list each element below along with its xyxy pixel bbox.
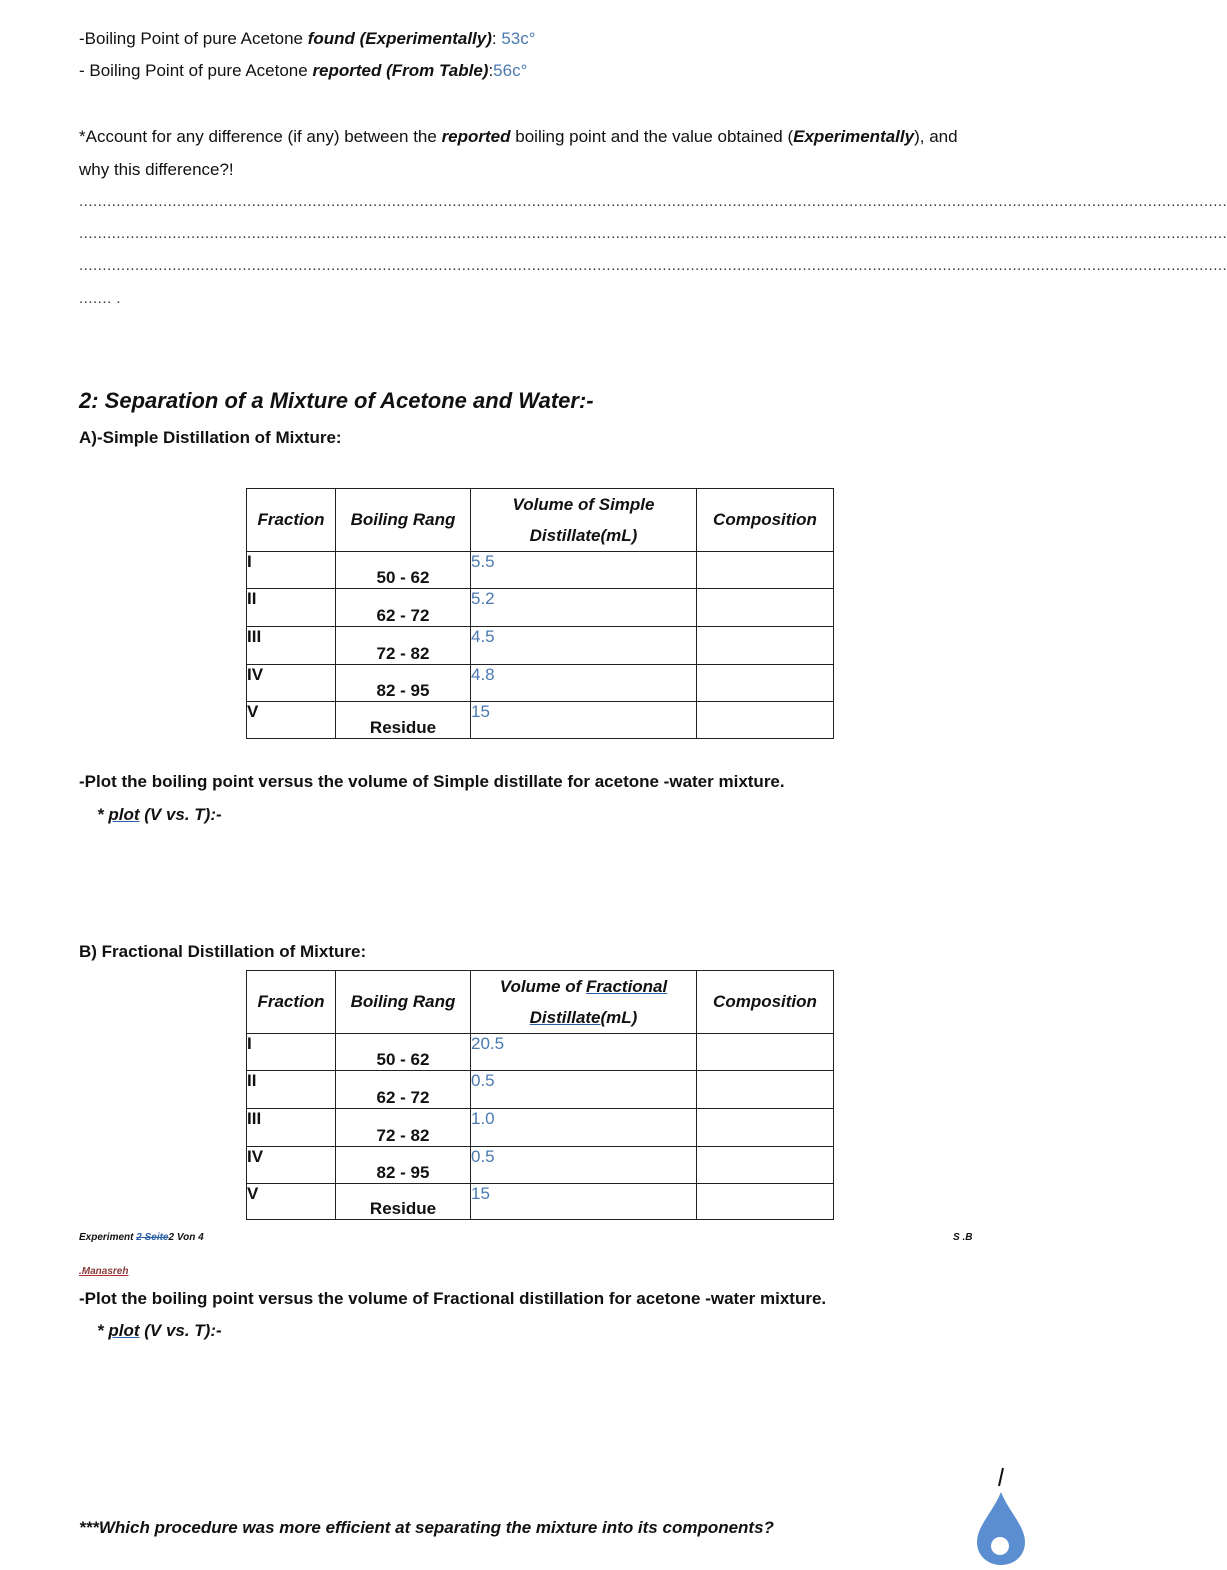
table-row <box>247 702 834 739</box>
cell-range: 82 - 95 <box>336 665 471 702</box>
simple-plot-instruction: -Plot the boiling point versus the volume of Simple distillate for acetone -water mixture. <box>79 772 785 791</box>
q1-em2: Experimentally <box>793 127 915 146</box>
footer-experiment: Experiment <box>79 1232 137 1243</box>
cell-range: 82 - 95 <box>336 1147 471 1184</box>
footer-struck: 2 Seite <box>136 1232 169 1243</box>
cell-fraction: II <box>247 589 336 627</box>
header-fraction: Fraction <box>247 489 336 552</box>
cell-range: 62 - 72 <box>336 589 471 627</box>
question-difference-line2: why this difference?! <box>79 160 234 179</box>
cell-fraction: V <box>247 1184 336 1220</box>
cell-range: 72 - 82 <box>336 627 471 665</box>
header-volume-line2: Distillate(mL) <box>529 526 638 545</box>
q1-em1: reported <box>441 127 511 146</box>
found-bp-label: -Boiling Point of pure Acetone <box>79 29 308 48</box>
cell-composition[interactable] <box>697 1147 834 1184</box>
cell-volume[interactable]: 1.0 <box>471 1109 697 1147</box>
cell-volume[interactable]: 15 <box>471 1184 697 1220</box>
cell-fraction: IV <box>247 1147 336 1184</box>
table-row <box>247 589 834 627</box>
cell-composition[interactable] <box>697 552 834 589</box>
fractional-plot-instruction: -Plot the boiling point versus the volume of Fractional distillation for acetone -water mixture. <box>79 1289 827 1308</box>
simple-plot-label <box>97 805 222 825</box>
cell-composition[interactable] <box>697 627 834 665</box>
section-title: 2: Separation of a Mixture of Acetone and Water:- <box>79 388 594 413</box>
found-bp-sep: : <box>491 29 502 48</box>
cell-fraction: I <box>247 552 336 589</box>
table-row <box>247 1109 834 1147</box>
simple-distillation-heading: A)-Simple Distillation of Mixture: <box>79 428 342 447</box>
footer-author: .Manasreh <box>79 1266 129 1277</box>
header-boiling-range: Boiling Rang <box>336 489 471 552</box>
fractional-plot-label <box>97 1321 222 1341</box>
header-volume <box>471 489 697 552</box>
fractional-distillation-table <box>246 970 834 1220</box>
cell-volume[interactable]: 0.5 <box>471 1071 697 1109</box>
header-volume-distillate: Distillate <box>529 1008 601 1027</box>
cell-range: 72 - 82 <box>336 1109 471 1147</box>
table-row <box>247 627 834 665</box>
plot-star: * <box>97 805 109 824</box>
header-fraction: Fraction <box>247 971 336 1034</box>
q1-part1: *Account for any difference (if any) between the <box>79 127 442 146</box>
cell-composition[interactable] <box>697 1184 834 1220</box>
cell-volume[interactable]: 5.5 <box>471 552 697 589</box>
water-drop-icon <box>973 1464 1029 1565</box>
answer-dotted-line-2[interactable]: ...................................................................................................................................................................................................................................................... <box>79 225 1227 242</box>
page-footer-right: S .B <box>953 1232 973 1243</box>
cell-fraction: I <box>247 1034 336 1071</box>
cell-range: Residue <box>336 702 471 739</box>
table-header-row <box>247 971 834 1034</box>
table-header-row <box>247 489 834 552</box>
cell-range: 50 - 62 <box>336 1034 471 1071</box>
cell-composition[interactable] <box>697 1109 834 1147</box>
cell-volume[interactable]: 4.8 <box>471 665 697 702</box>
cell-composition[interactable] <box>697 589 834 627</box>
cell-volume[interactable]: 20.5 <box>471 1034 697 1071</box>
page-footer-left <box>79 1232 204 1243</box>
cell-volume[interactable]: 4.5 <box>471 627 697 665</box>
table-row <box>247 1147 834 1184</box>
reported-bp-emphasis: reported (From Table) <box>312 61 489 80</box>
cell-volume[interactable]: 15 <box>471 702 697 739</box>
answer-dotted-tail: ....... . <box>79 290 122 307</box>
cell-composition[interactable] <box>697 1071 834 1109</box>
cell-volume[interactable]: 5.2 <box>471 589 697 627</box>
cell-range: 62 - 72 <box>336 1071 471 1109</box>
reported-bp-line <box>79 61 527 81</box>
cell-fraction: III <box>247 1109 336 1147</box>
plot-rest: (V vs. T):- <box>139 805 222 824</box>
cell-fraction: II <box>247 1071 336 1109</box>
header-composition: Composition <box>697 489 834 552</box>
footer-page: 2 Von 4 <box>168 1232 204 1243</box>
table-row <box>247 552 834 589</box>
table-row <box>247 1071 834 1109</box>
q1-part2: boiling point and the value obtained ( <box>510 127 794 146</box>
header-volume-unit: (mL) <box>600 1008 638 1027</box>
q1-part3: ), and <box>914 127 958 146</box>
cell-composition[interactable] <box>697 665 834 702</box>
header-volume-line1: Volume of Simple <box>512 495 655 514</box>
found-bp-emphasis: found (Experimentally) <box>307 29 492 48</box>
table-row <box>247 1184 834 1220</box>
cell-composition[interactable] <box>697 702 834 739</box>
reported-bp-value: 56c° <box>493 61 528 80</box>
simple-distillation-table <box>246 488 834 739</box>
plot-star: * <box>97 1321 109 1340</box>
found-bp-line <box>79 29 536 49</box>
header-volume-pre: Volume of <box>499 977 586 996</box>
answer-dotted-line-1[interactable]: ...................................................................................................................................................................................................................................................... <box>79 193 1227 210</box>
header-volume-fractional: Fractional <box>586 977 668 996</box>
cell-fraction: IV <box>247 665 336 702</box>
plot-rest: (V vs. T):- <box>139 1321 222 1340</box>
header-boiling-range: Boiling Rang <box>336 971 471 1034</box>
fractional-distillation-heading: B) Fractional Distillation of Mixture: <box>79 942 367 961</box>
cell-range: Residue <box>336 1184 471 1220</box>
table-row <box>247 1034 834 1071</box>
reported-bp-sep: : <box>488 61 494 80</box>
table-row <box>247 665 834 702</box>
question-difference <box>79 127 958 147</box>
cell-volume[interactable]: 0.5 <box>471 1147 697 1184</box>
final-question: ***Which procedure was more efficient at separating the mixture into its components? <box>79 1518 774 1537</box>
found-bp-value: 53c° <box>501 29 536 48</box>
cell-fraction: III <box>247 627 336 665</box>
cell-composition[interactable] <box>697 1034 834 1071</box>
answer-dotted-line-3[interactable]: ...................................................................................................................................................................................................................................................... <box>79 257 1227 274</box>
plot-word: plot <box>108 1321 140 1340</box>
cell-range: 50 - 62 <box>336 552 471 589</box>
reported-bp-label: - Boiling Point of pure Acetone <box>79 61 313 80</box>
header-composition: Composition <box>697 971 834 1034</box>
cell-fraction: V <box>247 702 336 739</box>
plot-word: plot <box>108 805 140 824</box>
header-volume <box>471 971 697 1034</box>
